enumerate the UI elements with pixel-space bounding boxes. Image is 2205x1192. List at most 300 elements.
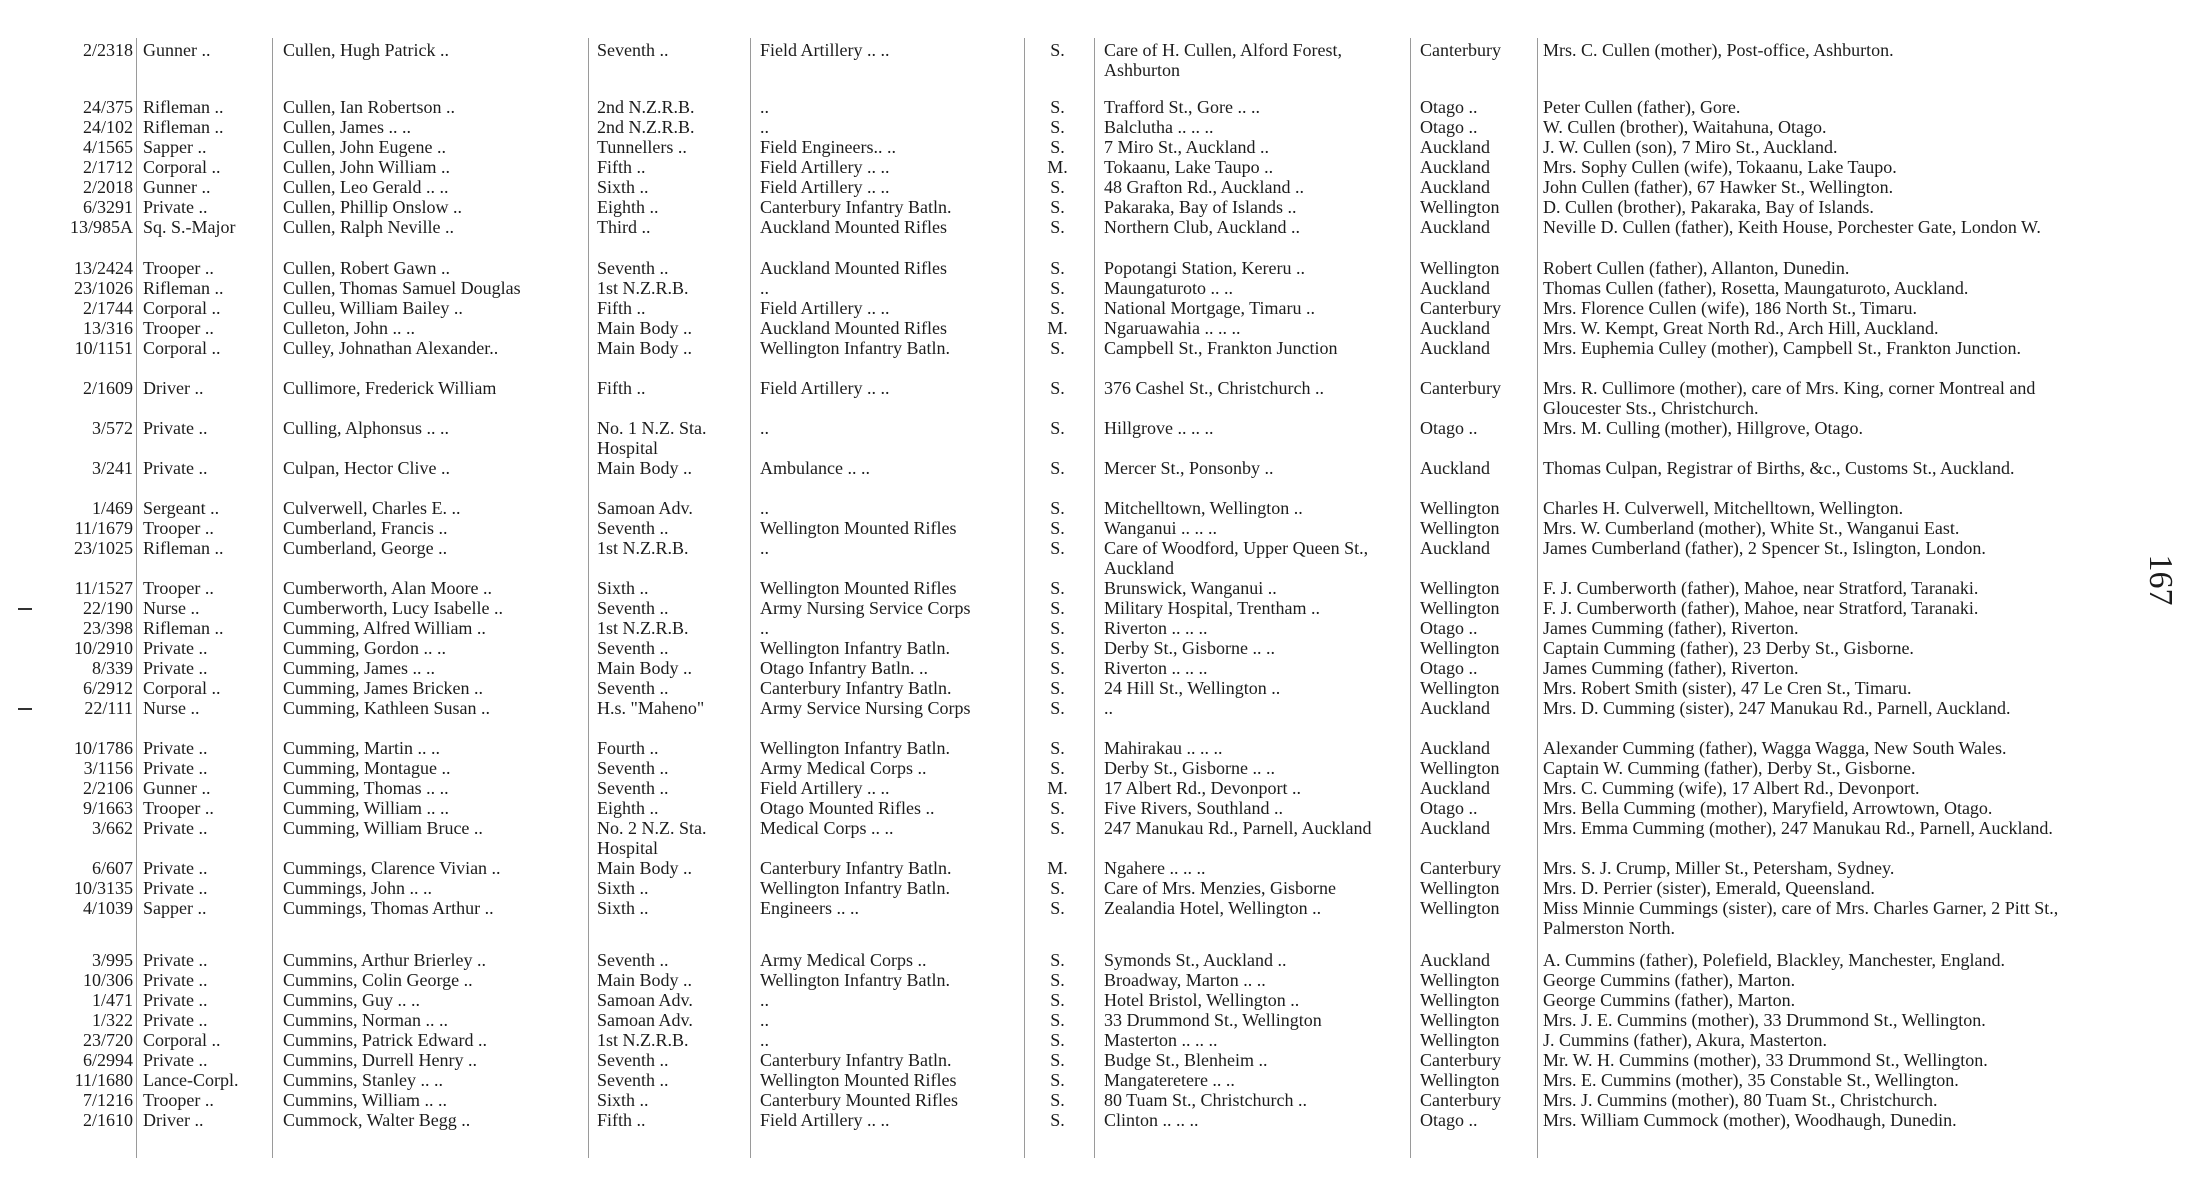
unit: 1st N.Z.R.B. — [597, 278, 689, 298]
corps: Canterbury Infantry Batln. — [760, 197, 952, 217]
service-number: 3/241 — [91, 458, 133, 478]
district: Wellington — [1420, 1070, 1500, 1090]
service-number: 10/1151 — [74, 338, 133, 358]
service-number: 24/102 — [82, 117, 133, 137]
next-of-kin: Mrs. Sophy Cullen (wife), Tokaanu, Lake Taupo. — [1543, 157, 1897, 177]
marital-status: M. — [1047, 318, 1068, 338]
service-number: 2/2106 — [82, 778, 133, 798]
marital-status: S. — [1050, 137, 1065, 157]
table-row — [0, 418, 2205, 458]
corps: Canterbury Mounted Rifles — [760, 1090, 958, 1110]
next-of-kin: Peter Cullen (father), Gore. — [1543, 97, 1741, 117]
service-number: 2/2018 — [82, 177, 133, 197]
rank: Private .. — [143, 950, 208, 970]
rank: Corporal .. — [143, 678, 221, 698]
district: Otago .. — [1420, 1110, 1478, 1130]
margin-mark — [18, 608, 32, 610]
unit: Fifth .. — [597, 378, 646, 398]
address: Wanganui .. .. .. — [1104, 518, 1218, 538]
marital-status: S. — [1050, 1110, 1065, 1130]
soldier-name: Cumming, James .. .. — [283, 658, 435, 678]
address: Military Hospital, Trentham .. — [1104, 598, 1320, 618]
unit: Sixth .. — [597, 1090, 649, 1110]
rank: Private .. — [143, 197, 208, 217]
address: 7 Miro St., Auckland .. — [1104, 137, 1269, 157]
rank: Rifleman .. — [143, 278, 224, 298]
rank: Rifleman .. — [143, 97, 224, 117]
table-row — [0, 1070, 2205, 1090]
soldier-name: Cummings, John .. .. — [283, 878, 433, 898]
next-of-kin: Mrs. Bella Cumming (mother), Maryfield, Arrowtown, Otago. — [1543, 798, 1993, 818]
marital-status: S. — [1050, 177, 1065, 197]
next-of-kin: James Cumming (father), Riverton. — [1543, 658, 1799, 678]
next-of-kin: James Cumberland (father), 2 Spencer St., Islington, London. — [1543, 538, 1986, 558]
rank: Rifleman .. — [143, 117, 224, 137]
next-of-kin: Mrs. S. J. Crump, Miller St., Petersham, Sydney. — [1543, 858, 1895, 878]
next-of-kin: Mrs. Euphemia Culley (mother), Campbell St., Frankton Junction. — [1543, 338, 2021, 358]
service-number: 9/1663 — [82, 798, 133, 818]
rank: Rifleman .. — [143, 538, 224, 558]
rank: Driver .. — [143, 1110, 204, 1130]
unit: Seventh .. — [597, 758, 669, 778]
address: 33 Drummond St., Wellington — [1104, 1010, 1322, 1030]
corps: .. — [760, 538, 769, 558]
marital-status: S. — [1050, 278, 1065, 298]
district: Canterbury — [1420, 378, 1501, 398]
rank: Driver .. — [143, 378, 204, 398]
unit: No. 2 N.Z. Sta. Hospital — [597, 818, 707, 858]
marital-status: S. — [1050, 658, 1065, 678]
marital-status: S. — [1050, 338, 1065, 358]
address: Balclutha .. .. .. — [1104, 117, 1214, 137]
table-row — [0, 117, 2205, 137]
next-of-kin: Mrs. Emma Cumming (mother), 247 Manukau Rd., Parnell, Auckland. — [1543, 818, 2053, 838]
district: Auckland — [1420, 458, 1490, 478]
district: Wellington — [1420, 518, 1500, 538]
corps: Wellington Infantry Batln. — [760, 878, 951, 898]
soldier-name: Cullen, Thomas Samuel Douglas — [283, 278, 521, 298]
soldier-name: Cumberworth, Lucy Isabelle .. — [283, 598, 503, 618]
next-of-kin: Captain W. Cumming (father), Derby St., Gisborne. — [1543, 758, 1916, 778]
rank: Private .. — [143, 1050, 208, 1070]
next-of-kin: Thomas Culpan, Registrar of Births, &c., Customs St., Auckland. — [1543, 458, 2015, 478]
service-number: 6/607 — [91, 858, 133, 878]
district: Wellington — [1420, 678, 1500, 698]
corps: Field Artillery .. .. — [760, 1110, 890, 1130]
district: Otago .. — [1420, 618, 1478, 638]
district: Wellington — [1420, 898, 1500, 918]
service-number: 1/322 — [91, 1010, 133, 1030]
table-row — [0, 970, 2205, 990]
corps: Field Artillery .. .. — [760, 177, 890, 197]
corps: Wellington Infantry Batln. — [760, 338, 951, 358]
service-number: 13/985A — [70, 217, 133, 237]
corps: Medical Corps .. .. — [760, 818, 894, 838]
corps: Canterbury Infantry Batln. — [760, 678, 952, 698]
district: Auckland — [1420, 738, 1490, 758]
service-number: 11/1680 — [74, 1070, 133, 1090]
service-number: 10/2910 — [73, 638, 133, 658]
address: Mercer St., Ponsonby .. — [1104, 458, 1274, 478]
unit: Fifth .. — [597, 298, 646, 318]
unit: Fifth .. — [597, 157, 646, 177]
soldier-name: Cummings, Clarence Vivian .. — [283, 858, 501, 878]
unit: 1st N.Z.R.B. — [597, 1030, 689, 1050]
table-row — [0, 658, 2205, 678]
unit: Third .. — [597, 217, 651, 237]
unit: Seventh .. — [597, 638, 669, 658]
table-row — [0, 950, 2205, 970]
rank: Corporal .. — [143, 157, 221, 177]
table-row — [0, 678, 2205, 698]
service-number: 8/339 — [91, 658, 133, 678]
address: Broadway, Marton .. .. — [1104, 970, 1266, 990]
unit: No. 1 N.Z. Sta. Hospital — [597, 418, 707, 458]
district: Wellington — [1420, 990, 1500, 1010]
soldier-name: Cummock, Walter Begg .. — [283, 1110, 471, 1130]
next-of-kin: Mrs. W. Kempt, Great North Rd., Arch Hill, Auckland. — [1543, 318, 1939, 338]
service-number: 10/306 — [82, 970, 133, 990]
marital-status: S. — [1050, 378, 1065, 398]
marital-status: S. — [1050, 878, 1065, 898]
address: Clinton .. .. .. — [1104, 1110, 1199, 1130]
unit: Main Body .. — [597, 318, 693, 338]
next-of-kin: D. Cullen (brother), Pakaraka, Bay of Islands. — [1543, 197, 1874, 217]
corps: Otago Infantry Batln. .. — [760, 658, 928, 678]
district: Auckland — [1420, 278, 1490, 298]
unit: Fourth .. — [597, 738, 659, 758]
next-of-kin: Mrs. J. E. Cummins (mother), 33 Drummond St., Wellington. — [1543, 1010, 1986, 1030]
unit: Sixth .. — [597, 878, 649, 898]
district: Auckland — [1420, 137, 1490, 157]
next-of-kin: James Cumming (father), Riverton. — [1543, 618, 1799, 638]
corps: .. — [760, 618, 769, 638]
marital-status: M. — [1047, 157, 1068, 177]
address: Five Rivers, Southland .. — [1104, 798, 1283, 818]
marital-status: S. — [1050, 738, 1065, 758]
next-of-kin: Mrs. M. Culling (mother), Hillgrove, Otago. — [1543, 418, 1863, 438]
next-of-kin: Mrs. E. Cummins (mother), 35 Constable St., Wellington. — [1543, 1070, 1959, 1090]
district: Auckland — [1420, 318, 1490, 338]
marital-status: S. — [1050, 1070, 1065, 1090]
rank: Private .. — [143, 758, 208, 778]
rank: Nurse .. — [143, 698, 200, 718]
marital-status: S. — [1050, 298, 1065, 318]
soldier-name: Cullimore, Frederick William — [283, 378, 497, 398]
marital-status: S. — [1050, 970, 1065, 990]
corps: Canterbury Infantry Batln. — [760, 858, 952, 878]
corps: Auckland Mounted Rifles — [760, 318, 947, 338]
table-row — [0, 578, 2205, 598]
table-row — [0, 157, 2205, 177]
marital-status: S. — [1050, 618, 1065, 638]
next-of-kin: Thomas Cullen (father), Rosetta, Maungaturoto, Auckland. — [1543, 278, 1969, 298]
address: Mahirakau .. .. .. — [1104, 738, 1223, 758]
district: Wellington — [1420, 578, 1500, 598]
district: Wellington — [1420, 638, 1500, 658]
marital-status: M. — [1047, 778, 1068, 798]
marital-status: S. — [1050, 898, 1065, 918]
district: Wellington — [1420, 758, 1500, 778]
next-of-kin: Mr. W. H. Cummins (mother), 33 Drummond St., Wellington. — [1543, 1050, 1988, 1070]
corps: Wellington Infantry Batln. — [760, 738, 951, 758]
corps: Wellington Mounted Rifles — [760, 518, 957, 538]
corps: Field Artillery .. .. — [760, 157, 890, 177]
table-row — [0, 1030, 2205, 1050]
unit: Seventh .. — [597, 1070, 669, 1090]
table-row — [0, 898, 2205, 938]
service-number: 23/1025 — [73, 538, 133, 558]
next-of-kin: Captain Cumming (father), 23 Derby St., Gisborne. — [1543, 638, 1914, 658]
address: National Mortgage, Timaru .. — [1104, 298, 1315, 318]
address: Hotel Bristol, Wellington .. — [1104, 990, 1300, 1010]
service-number: 24/375 — [82, 97, 133, 117]
service-number: 4/1039 — [82, 898, 133, 918]
rank: Gunner .. — [143, 177, 211, 197]
soldier-name: Cullen, Ian Robertson .. — [283, 97, 455, 117]
address: 17 Albert Rd., Devonport .. — [1104, 778, 1301, 798]
district: Otago .. — [1420, 418, 1478, 438]
service-number: 10/1786 — [73, 738, 133, 758]
table-row — [0, 258, 2205, 278]
soldier-name: Cumming, Montague .. — [283, 758, 451, 778]
soldier-name: Cumberland, Francis .. — [283, 518, 448, 538]
service-number: 2/1744 — [82, 298, 133, 318]
service-number: 3/662 — [91, 818, 133, 838]
soldier-name: Cullen, James .. .. — [283, 117, 411, 137]
district: Wellington — [1420, 598, 1500, 618]
table-row — [0, 1010, 2205, 1030]
unit: Main Body .. — [597, 338, 693, 358]
address: Care of Woodford, Upper Queen St., Auckland — [1104, 538, 1369, 578]
page-number: 167 — [2142, 554, 2179, 606]
marital-status: M. — [1047, 858, 1068, 878]
district: Wellington — [1420, 970, 1500, 990]
next-of-kin: Charles H. Culverwell, Mitchelltown, Wellington. — [1543, 498, 1904, 518]
table-row — [0, 318, 2205, 338]
soldier-name: Cumberland, George .. — [283, 538, 448, 558]
rank: Private .. — [143, 658, 208, 678]
unit: Seventh .. — [597, 598, 669, 618]
table-row — [0, 598, 2205, 618]
service-number: 2/2318 — [82, 40, 133, 60]
address: 48 Grafton Rd., Auckland .. — [1104, 177, 1304, 197]
next-of-kin: Mrs. J. Cummins (mother), 80 Tuam St., Christchurch. — [1543, 1090, 1938, 1110]
corps: Army Medical Corps .. — [760, 758, 927, 778]
marital-status: S. — [1050, 798, 1065, 818]
service-number: 13/316 — [82, 318, 133, 338]
soldier-name: Culleton, John .. .. — [283, 318, 416, 338]
address: 376 Cashel St., Christchurch .. — [1104, 378, 1324, 398]
table-row — [0, 798, 2205, 818]
district: Wellington — [1420, 258, 1500, 278]
table-row — [0, 818, 2205, 858]
table-row — [0, 498, 2205, 518]
table-row — [0, 758, 2205, 778]
next-of-kin: Mrs. D. Perrier (sister), Emerald, Queensland. — [1543, 878, 1875, 898]
unit: Seventh .. — [597, 950, 669, 970]
rank: Sq. S.-Major — [143, 217, 236, 237]
marital-status: S. — [1050, 1090, 1065, 1110]
soldier-name: Cumming, Gordon .. .. — [283, 638, 447, 658]
address: Mangateretere .. .. — [1104, 1070, 1235, 1090]
next-of-kin: Miss Minnie Cummings (sister), care of Mrs. Charles Garner, 2 Pitt St., Palmerston North. — [1543, 898, 2059, 938]
table-row — [0, 638, 2205, 658]
soldier-name: Cullen, John William .. — [283, 157, 450, 177]
service-number: 23/720 — [82, 1030, 133, 1050]
service-number: 2/1610 — [82, 1110, 133, 1130]
marital-status: S. — [1050, 818, 1065, 838]
corps: Field Artillery .. .. — [760, 378, 890, 398]
rank: Private .. — [143, 878, 208, 898]
marital-status: S. — [1050, 578, 1065, 598]
district: Otago .. — [1420, 97, 1478, 117]
marital-status: S. — [1050, 1030, 1065, 1050]
next-of-kin: Alexander Cumming (father), Wagga Wagga, New South Wales. — [1543, 738, 2007, 758]
table-row — [0, 698, 2205, 738]
marital-status: S. — [1050, 258, 1065, 278]
marital-status: S. — [1050, 418, 1065, 438]
unit: 2nd N.Z.R.B. — [597, 97, 695, 117]
service-number: 13/2424 — [73, 258, 133, 278]
table-row — [0, 177, 2205, 197]
address: Symonds St., Auckland .. — [1104, 950, 1287, 970]
table-row — [0, 518, 2205, 538]
corps: .. — [760, 117, 769, 137]
address: Care of Mrs. Menzies, Gisborne — [1104, 878, 1336, 898]
unit: 2nd N.Z.R.B. — [597, 117, 695, 137]
table-row — [0, 278, 2205, 298]
soldier-name: Cullen, John Eugene .. — [283, 137, 446, 157]
table-row — [0, 618, 2205, 638]
address: .. — [1104, 698, 1113, 718]
marital-status: S. — [1050, 598, 1065, 618]
unit: Seventh .. — [597, 258, 669, 278]
address: Tokaanu, Lake Taupo .. — [1104, 157, 1274, 177]
soldier-name: Cumming, Martin .. .. — [283, 738, 440, 758]
unit: Seventh .. — [597, 678, 669, 698]
service-number: 3/572 — [91, 418, 133, 438]
district: Auckland — [1420, 818, 1490, 838]
soldier-name: Cullen, Phillip Onslow .. — [283, 197, 463, 217]
next-of-kin: George Cummins (father), Marton. — [1543, 990, 1796, 1010]
address: Derby St., Gisborne .. .. — [1104, 758, 1275, 778]
next-of-kin: W. Cullen (brother), Waitahuna, Otago. — [1543, 117, 1827, 137]
soldier-name: Cumming, Thomas .. .. — [283, 778, 449, 798]
unit: Main Body .. — [597, 970, 693, 990]
service-number: 7/1216 — [82, 1090, 133, 1110]
rank: Trooper .. — [143, 578, 214, 598]
service-number: 1/469 — [91, 498, 133, 518]
service-number: 6/3291 — [82, 197, 133, 217]
address: Riverton .. .. .. — [1104, 658, 1208, 678]
unit: Samoan Adv. — [597, 1010, 693, 1030]
table-row — [0, 858, 2205, 878]
district: Auckland — [1420, 950, 1490, 970]
marital-status: S. — [1050, 950, 1065, 970]
district: Auckland — [1420, 338, 1490, 358]
next-of-kin: Mrs. C. Cullen (mother), Post-office, Ashburton. — [1543, 40, 1894, 60]
unit: 1st N.Z.R.B. — [597, 618, 689, 638]
soldier-name: Cummins, Guy .. .. — [283, 990, 421, 1010]
unit: Main Body .. — [597, 658, 693, 678]
district: Canterbury — [1420, 1050, 1501, 1070]
rank: Private .. — [143, 1010, 208, 1030]
district: Otago .. — [1420, 798, 1478, 818]
table-row — [0, 538, 2205, 578]
corps: Army Medical Corps .. — [760, 950, 927, 970]
corps: .. — [760, 97, 769, 117]
rank: Trooper .. — [143, 1090, 214, 1110]
rank: Trooper .. — [143, 258, 214, 278]
soldier-name: Cummings, Thomas Arthur .. — [283, 898, 494, 918]
table-row — [0, 338, 2205, 378]
address: Masterton .. .. .. — [1104, 1030, 1218, 1050]
unit: Samoan Adv. — [597, 498, 693, 518]
table-row — [0, 1110, 2205, 1130]
district: Auckland — [1420, 177, 1490, 197]
district: Canterbury — [1420, 858, 1501, 878]
next-of-kin: George Cummins (father), Marton. — [1543, 970, 1796, 990]
table-row — [0, 217, 2205, 257]
marital-status: S. — [1050, 678, 1065, 698]
unit: Seventh .. — [597, 40, 669, 60]
marital-status: S. — [1050, 97, 1065, 117]
rank: Nurse .. — [143, 598, 200, 618]
unit: Main Body .. — [597, 858, 693, 878]
corps: .. — [760, 278, 769, 298]
next-of-kin: Mrs. Robert Smith (sister), 47 Le Cren St., Timaru. — [1543, 678, 1912, 698]
soldier-name: Culley, Johnathan Alexander.. — [283, 338, 499, 358]
soldier-name: Culleu, William Bailey .. — [283, 298, 463, 318]
table-row — [0, 1050, 2205, 1070]
table-row — [0, 778, 2205, 798]
soldier-name: Culpan, Hector Clive .. — [283, 458, 450, 478]
district: Auckland — [1420, 778, 1490, 798]
corps: Wellington Mounted Rifles — [760, 578, 957, 598]
service-number: 2/1712 — [82, 157, 133, 177]
rank: Corporal .. — [143, 338, 221, 358]
address: Trafford St., Gore .. .. — [1104, 97, 1260, 117]
district: Wellington — [1420, 197, 1500, 217]
rank: Trooper .. — [143, 318, 214, 338]
next-of-kin: John Cullen (father), 67 Hawker St., Wellington. — [1543, 177, 1894, 197]
corps: Ambulance .. .. — [760, 458, 870, 478]
unit: Seventh .. — [597, 1050, 669, 1070]
service-number: 4/1565 — [82, 137, 133, 157]
unit: Eighth .. — [597, 798, 659, 818]
unit: Sixth .. — [597, 177, 649, 197]
service-number: 6/2912 — [82, 678, 133, 698]
unit: Seventh .. — [597, 518, 669, 538]
district: Auckland — [1420, 157, 1490, 177]
rank: Corporal .. — [143, 298, 221, 318]
soldier-name: Cumming, Alfred William .. — [283, 618, 486, 638]
soldier-name: Cummins, Arthur Brierley .. — [283, 950, 486, 970]
unit: Sixth .. — [597, 578, 649, 598]
district: Wellington — [1420, 878, 1500, 898]
soldier-name: Cumming, Kathleen Susan .. — [283, 698, 490, 718]
service-number: 2/1609 — [82, 378, 133, 398]
marital-status: S. — [1050, 117, 1065, 137]
address: Northern Club, Auckland .. — [1104, 217, 1300, 237]
address: 247 Manukau Rd., Parnell, Auckland — [1104, 818, 1372, 838]
table-row — [0, 40, 2205, 80]
corps: Engineers .. .. — [760, 898, 859, 918]
marital-status: S. — [1050, 1010, 1065, 1030]
soldier-name: Cummins, Durrell Henry .. — [283, 1050, 477, 1070]
corps: Field Engineers.. .. — [760, 137, 896, 157]
